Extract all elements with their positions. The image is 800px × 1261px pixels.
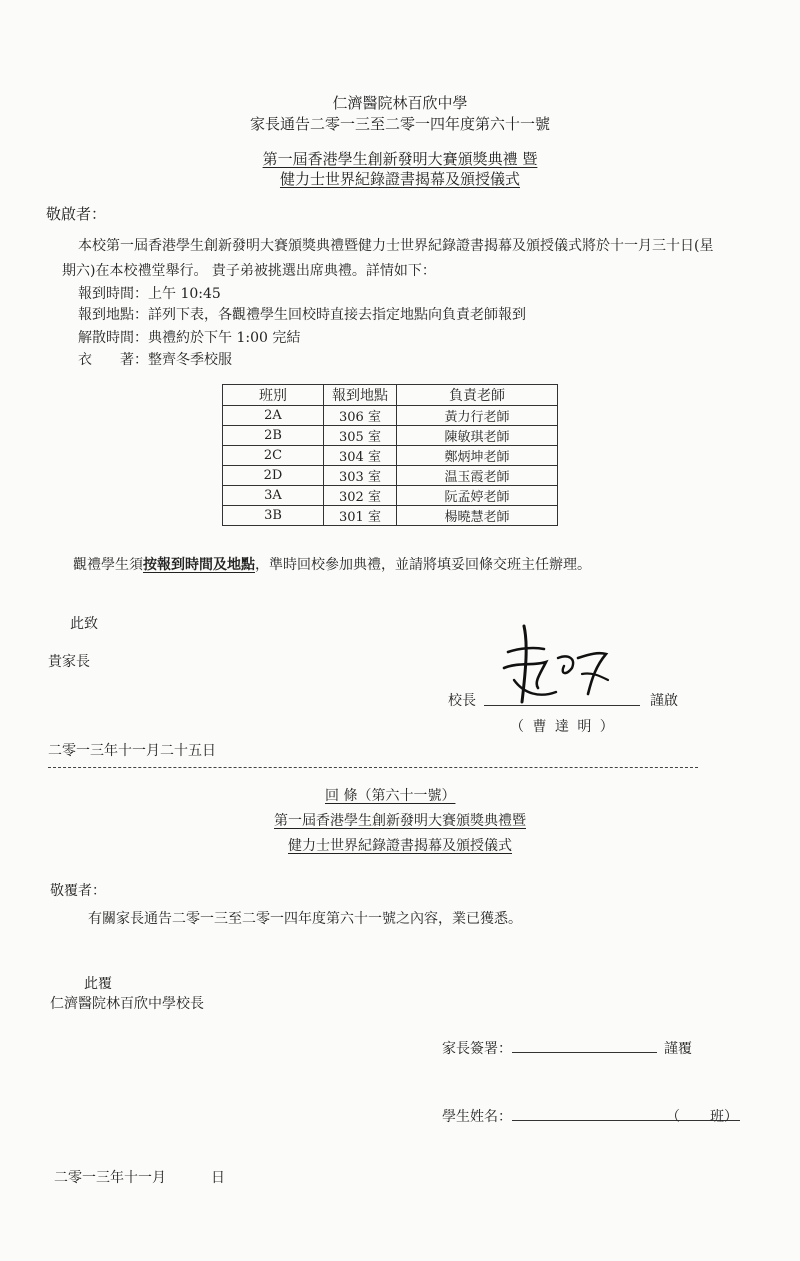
attire-value: 整齊冬季校服 [148,352,232,368]
principal-label: 校長 [448,693,476,709]
cell-location: 305 室 [324,426,397,446]
column-header-teacher: 負責老師 [397,385,558,406]
cell-teacher: 温玉霞老師 [397,466,558,486]
cut-line [48,767,698,768]
instruction-emphasis: 按報到時間及地點 [143,557,255,573]
report-place: 報到地點：詳列下表，各觀禮學生回校時直接去指定地點向負責老師報到 [78,307,526,323]
notice-date: 二零一三年十一月二十五日 [48,743,216,759]
cell-location: 306 室 [324,406,397,426]
notice-title-line-1: 第一屆香港學生創新發明大賽頒獎典禮 暨 [262,150,538,168]
table-row [223,506,558,526]
class-label: 班） [710,1109,738,1125]
cell-teacher: 鄭炳坤老師 [397,446,558,466]
reply-date-year-month: 二零一三年十一月 [54,1170,166,1186]
cell-class: 2D [223,466,324,486]
column-header-class: 班別 [223,385,324,406]
parent-respect: 謹覆 [664,1041,692,1057]
cell-teacher: 黃力行老師 [397,406,558,426]
reply-date-day: 日 [211,1170,225,1186]
respect-closing: 謹啟 [650,693,678,709]
cell-teacher: 陳敏琪老師 [397,426,558,446]
cell-class: 2C [223,446,324,466]
body-paragraph-line-2: 期六)在本校禮堂舉行。 貴子弟被挑選出席典禮。詳情如下： [62,263,436,279]
reply-slip-title: 回 條（第六十一號） [325,788,456,804]
column-header-location: 報到地點 [324,385,397,406]
table-row [223,406,558,426]
ci-zhi: 此致 [70,616,98,632]
table-row [223,446,558,466]
student-name-label: 學生姓名： [442,1109,512,1125]
ci-fu: 此覆 [84,976,112,992]
recipient-parents: 貴家長 [48,654,90,670]
table-row [223,466,558,486]
principal-name: （ 曹 達 明 ） [510,719,616,735]
attire [78,349,232,369]
instruction-pre: 觀禮學生須 [73,557,143,573]
reply-title-line-1: 第一屆香港學生創新發明大賽頒獎典禮暨 [274,813,526,829]
report-time: 報到時間：上午 10:45 [78,286,221,302]
parent-signature-label: 家長簽署： [442,1041,512,1057]
cell-class: 3A [223,486,324,506]
attire-label: 衣 著： [78,352,148,368]
reply-salutation: 敬覆者： [50,883,106,899]
cell-teacher: 阮孟婷老師 [397,486,558,506]
reply-title-line-2: 健力士世界紀錄證書揭幕及頒授儀式 [288,838,512,854]
table-header-row [223,385,558,406]
cell-teacher: 楊曉慧老師 [397,506,558,526]
parent-signature-field[interactable] [512,1052,657,1053]
instruction-line [73,554,591,574]
salutation: 敬啟者： [46,205,107,223]
cell-class: 2B [223,426,324,446]
dismiss-time: 解散時間：典禮約於下午 1:00 完結 [78,330,301,346]
class-open-paren: （ [666,1109,680,1125]
cell-class: 2A [223,406,324,426]
school-name: 仁濟醫院林百欣中學 [332,94,468,112]
body-paragraph-line-1: 本校第一屆香港學生創新發明大賽頒獎典禮暨健力士世界紀錄證書揭幕及頒授儀式將於十一月三十日(星 [78,238,714,254]
notice-number: 家長通告二零一三至二零一四年度第六十一號 [249,115,550,133]
schedule-table [222,384,558,526]
reply-recipient: 仁濟醫院林百欣中學校長 [50,996,204,1012]
table-row [223,426,558,446]
principal-signature [494,618,614,712]
instruction-post: ，準時回校參加典禮，並請將填妥回條交班主任辦理。 [255,557,591,573]
cell-location: 303 室 [324,466,397,486]
cell-location: 302 室 [324,486,397,506]
student-name-field[interactable] [512,1120,740,1121]
reply-body: 有關家長通告二零一三至二零一四年度第六十一號之內容，業已獲悉。 [88,911,522,927]
cell-class: 3B [223,506,324,526]
table-row [223,486,558,506]
cell-location: 304 室 [324,446,397,466]
cell-location: 301 室 [324,506,397,526]
notice-title-line-2: 健力士世界紀錄證書揭幕及頒授儀式 [279,170,520,188]
